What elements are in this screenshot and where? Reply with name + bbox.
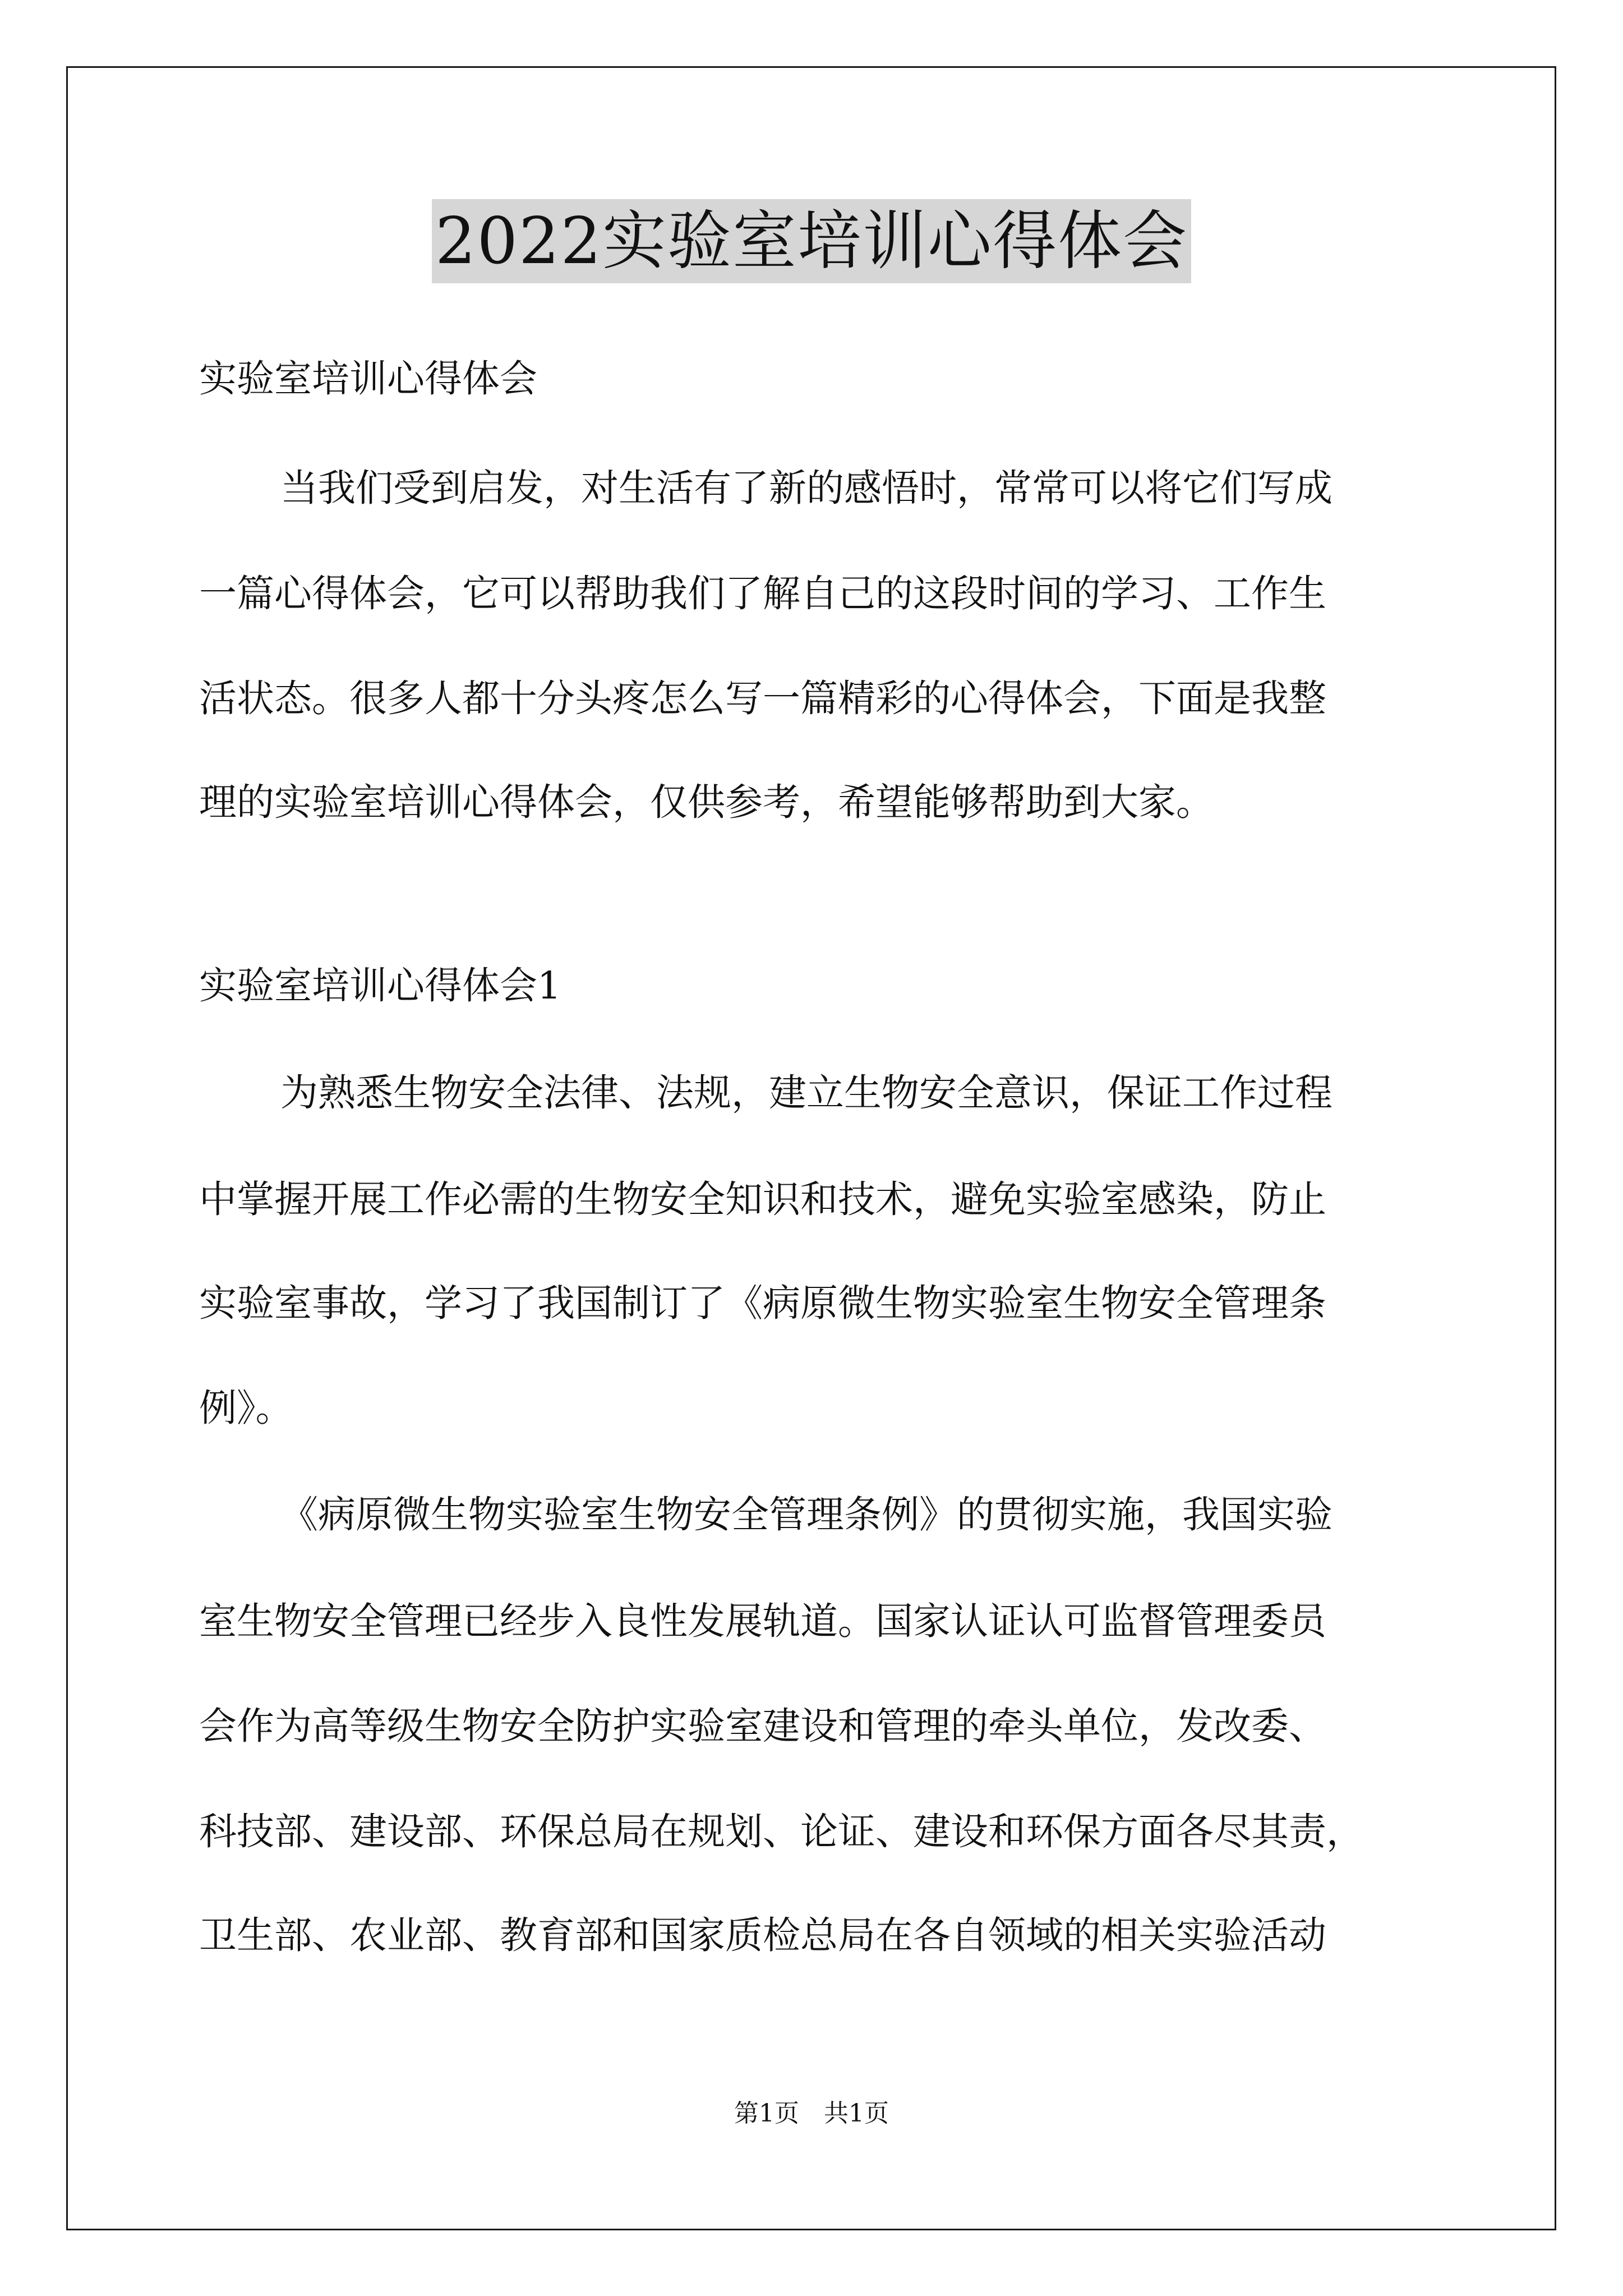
- paragraph-line: 《病原微生物实验室生物安全管理条例》的贯彻实施，我国实验: [280, 1493, 1332, 1536]
- paragraph-line: 为熟悉生物安全法律、法规，建立生物安全意识，保证工作过程: [280, 1071, 1332, 1115]
- document-title: 2022实验室培训心得体会: [432, 199, 1191, 283]
- paragraph-line: 科技部、建设部、环保总局在规划、论证、建设和环保方面各尽其责，: [199, 1810, 1364, 1853]
- intro-heading: 实验室培训心得体会: [199, 357, 537, 401]
- intro-line: 理的实验室培训心得体会，仅供参考，希望能够帮助到大家。: [199, 780, 1214, 824]
- intro-line: 活状态。很多人都十分头疼怎么写一篇精彩的心得体会，下面是我整: [199, 677, 1326, 720]
- page-total: 共1页: [824, 2099, 889, 2128]
- paragraph-line: 中掌握开展工作必需的生物安全知识和技术，避免实验室感染，防止: [199, 1177, 1326, 1221]
- section-heading: 实验室培训心得体会1: [199, 964, 561, 1007]
- intro-line: 当我们受到启发，对生活有了新的感悟时，常常可以将它们写成: [280, 466, 1332, 510]
- page-footer: [0, 2097, 1623, 2131]
- intro-line: 一篇心得体会，它可以帮助我们了解自己的这段时间的学习、工作生: [199, 572, 1326, 615]
- page-number: 第1页: [734, 2099, 799, 2128]
- paragraph-line: 实验室事故，学习了我国制订了《病原微生物实验室生物安全管理条: [199, 1281, 1326, 1325]
- paragraph-line: 室生物安全管理已经步入良性发展轨道。国家认证认可监督管理委员: [199, 1599, 1326, 1643]
- paragraph-line: 会作为高等级生物安全防护实验室建设和管理的牵头单位，发改委、: [199, 1704, 1326, 1748]
- paragraph-line: 卫生部、农业部、教育部和国家质检总局在各自领域的相关实验活动: [199, 1913, 1326, 1957]
- paragraph-line: 例》。: [199, 1386, 293, 1430]
- title-container: [0, 199, 1623, 283]
